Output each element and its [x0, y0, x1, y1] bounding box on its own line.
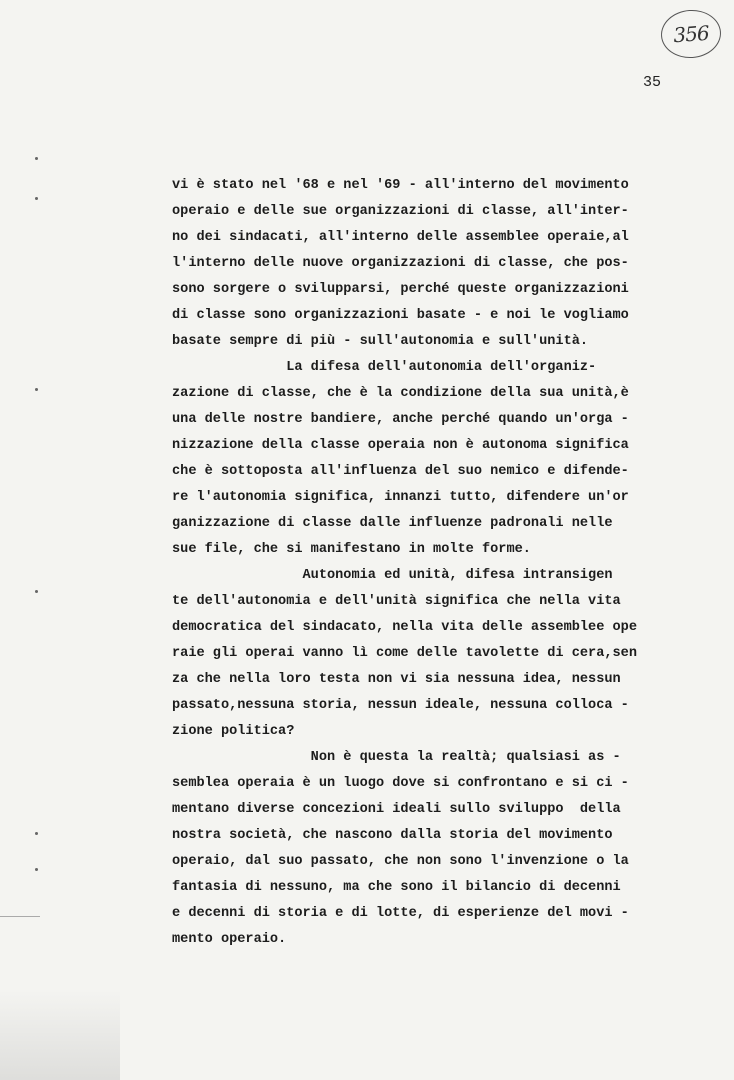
text-line: democratica del sindacato, nella vita delle assemblee ope	[172, 620, 637, 635]
text-line: mentano diverse concezioni ideali sullo sviluppo della	[172, 802, 621, 817]
text-line: passato,nessuna storia, nessun ideale, nessuna colloca -	[172, 698, 629, 713]
scan-shadow	[0, 990, 120, 1080]
margin-dot	[35, 868, 38, 871]
text-line: vi è stato nel '68 e nel '69 - all'interno del movimento	[172, 178, 629, 193]
text-line: che è sottoposta all'influenza del suo nemico e difende-	[172, 464, 629, 479]
text-line: raie gli operai vanno lì come delle tavolette di cera,sen	[172, 646, 637, 661]
text-line: mento operaio.	[172, 932, 287, 947]
text-line: zazione di classe, che è la condizione della sua unità,è	[172, 386, 629, 401]
text-line: Non è questa la realtà; qualsiasi as -	[172, 750, 621, 765]
margin-dot	[35, 832, 38, 835]
text-line: no dei sindacati, all'interno delle assemblee operaie,al	[172, 230, 629, 245]
page-number: 35	[643, 74, 662, 91]
text-line: di classe sono organizzazioni basate - e noi le vogliamo	[172, 308, 629, 323]
margin-rule	[0, 916, 40, 917]
text-line: nostra società, che nascono dalla storia del movimento	[172, 828, 613, 843]
archive-stamp: 356	[659, 8, 722, 60]
text-line: operaio e delle sue organizzazioni di classe, all'inter-	[172, 204, 629, 219]
text-line: sono sorgere o svilupparsi, perché queste organizzazioni	[172, 282, 629, 297]
text-line: ganizzazione di classe dalle influenze padronali nelle	[172, 516, 613, 531]
text-line: sue file, che si manifestano in molte forme.	[172, 542, 531, 557]
text-line: basate sempre di più - sull'autonomia e sull'unità.	[172, 334, 589, 349]
text-line: re l'autonomia significa, innanzi tutto, difendere un'or	[172, 490, 629, 505]
text-line: e decenni di storia e di lotte, di esperienze del movi -	[172, 906, 629, 921]
text-line: za che nella loro testa non vi sia nessuna idea, nessun	[172, 672, 621, 687]
margin-dot	[35, 590, 38, 593]
text-line: operaio, dal suo passato, che non sono l'invenzione o la	[172, 854, 629, 869]
text-line: semblea operaia è un luogo dove si confrontano e si ci -	[172, 776, 629, 791]
text-line: l'interno delle nuove organizzazioni di classe, che pos-	[172, 256, 629, 271]
text-line: fantasia di nessuno, ma che sono il bilancio di decenni	[172, 880, 621, 895]
margin-dot	[35, 197, 38, 200]
text-line: zione politica?	[172, 724, 295, 739]
text-line: una delle nostre bandiere, anche perché quando un'orga -	[172, 412, 629, 427]
text-line: La difesa dell'autonomia dell'organiz-	[172, 360, 597, 375]
text-line: te dell'autonomia e dell'unità significa che nella vita	[172, 594, 621, 609]
text-line: nizzazione della classe operaia non è autonoma significa	[172, 438, 629, 453]
margin-dot	[35, 388, 38, 391]
text-line: Autonomia ed unità, difesa intransigen	[172, 568, 613, 583]
margin-dot	[35, 157, 38, 160]
